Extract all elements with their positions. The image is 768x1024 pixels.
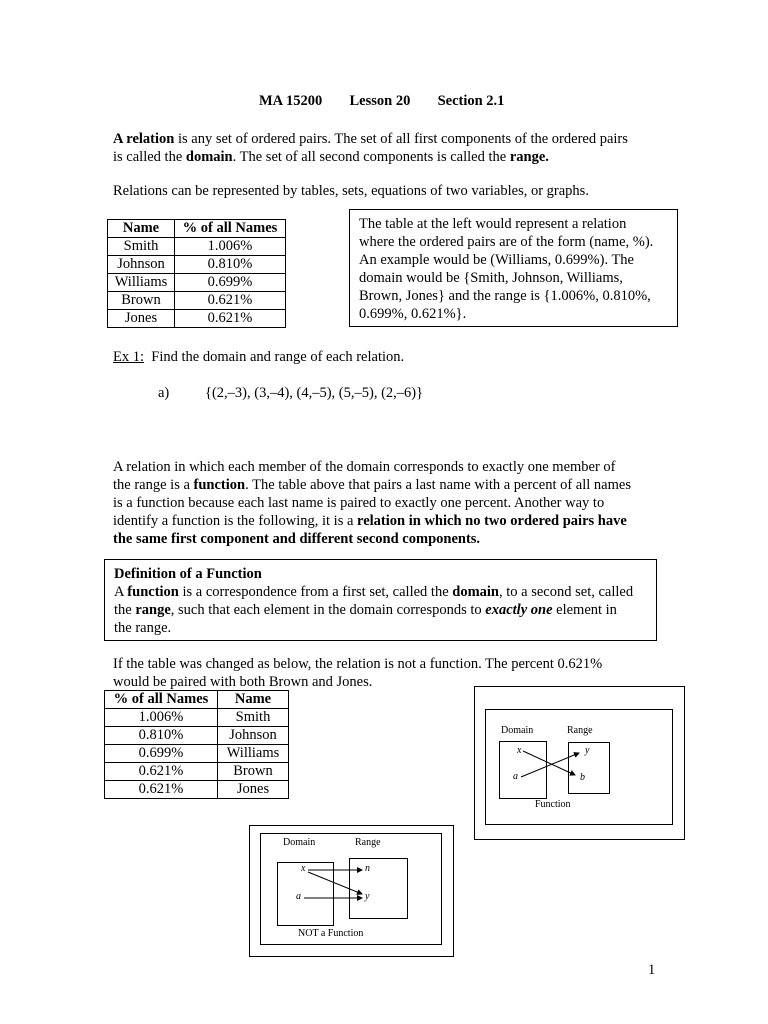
intro-line-1 [113,130,628,148]
section-number: Section 2.1 [437,93,505,109]
table-cell: 0.699% [175,274,286,292]
table-row [105,709,289,727]
diagram-domain-label: Domain [501,725,534,736]
text: . The set of all second components is called the [232,149,510,165]
function-par-line [113,476,631,494]
arrow-a-to-y [521,753,579,777]
definition-box [104,559,657,641]
table-cell: 0.699% [105,745,218,763]
text: relation in which no two ordered pairs have [357,513,627,529]
arrow-x-to-b [523,751,575,775]
element-x: x [517,745,522,756]
text: . The table above that pairs a last name with a percent of all names [245,477,631,493]
table-row [108,292,286,310]
table-row [105,727,289,745]
text: Find the domain and range of each relation. [144,349,405,365]
table-row [108,238,286,256]
lesson-number: Lesson 20 [349,93,411,109]
table-row [108,310,286,328]
table-cell: 0.810% [175,256,286,274]
course-code: MA 15200 [259,93,323,109]
table-row [105,763,289,781]
table-cell: 0.621% [105,763,218,781]
text: element in [552,602,617,618]
not-function-diagram [249,825,454,957]
term-range: range. [509,149,549,165]
diagram-domain-label: Domain [283,837,316,848]
text: is a correspondence from a first set, called the [178,584,453,600]
table-cell: Smith [108,238,175,256]
element-y: y [585,745,590,756]
text: exactly one [485,602,553,618]
diagram-caption: NOT a Function [298,928,364,939]
percent-name-table [104,690,289,799]
function-par-line: A relation in which each member of the domain corresponds to exactly one member of [113,459,616,475]
intro-line-2 [113,148,549,166]
text: is any set of ordered pairs. The set of all first components of the ordered pairs [174,131,628,147]
table-cell: 1.006% [175,238,286,256]
text: range [135,602,171,618]
note-line: domain would be {Smith, Johnson, Williams, [359,270,623,286]
element-a: a [513,771,518,782]
diagram-range-label: Range [355,837,381,848]
part-a-set: {(2,–3), (3,–4), (4,–5), (5,–5), (2,–6)} [205,385,424,401]
table-cell: 0.810% [105,727,218,745]
column-header: % of all Names [105,691,218,709]
diagram-range-label: Range [567,725,593,736]
term-relation: A relation [113,131,175,147]
name-percent-table [107,219,286,328]
table-cell: Brown [108,292,175,310]
definition-title: Definition of a Function [114,566,262,582]
column-header: % of all Names [175,220,286,238]
table-cell: Johnson [218,727,289,745]
note-line: where the ordered pairs are of the form (name, %). [359,234,654,250]
intro-line-3: Relations can be represented by tables, sets, equations of two variables, or graphs. [113,183,589,199]
element-y: y [365,891,370,902]
text: identify a function is the following, it is a [113,513,358,529]
function-par-line: the same first component and different second components. [113,531,481,547]
note-line: The table at the left would represent a relation [359,216,627,232]
text: is called the [113,149,186,165]
element-x: x [301,863,306,874]
table-row [105,745,289,763]
function-diagram [474,686,685,840]
part-a-label: a) [158,385,170,401]
element-a: a [296,891,301,902]
text: the [114,602,136,618]
table-cell: 0.621% [175,310,286,328]
table-cell: Jones [108,310,175,328]
arrow-x-to-y [308,872,362,894]
page-header [259,93,504,110]
diagram-caption: Function [535,799,571,810]
table-cell: 0.621% [105,781,218,799]
table-row [105,781,289,799]
table-cell: Johnson [108,256,175,274]
definition-line: the range. [114,620,172,636]
table-cell: Smith [218,709,289,727]
definition-line [114,601,633,619]
mapping-arrows [475,687,684,839]
table-cell: Jones [218,781,289,799]
text: , such that each element in the domain corresponds to [170,602,486,618]
term-domain: domain [185,149,233,165]
function-par-line [113,512,627,530]
text: the range is a [113,477,194,493]
changed-line: would be paired with both Brown and Jones. [113,674,373,690]
definition-line [114,583,633,601]
text: domain [452,584,500,600]
changed-line: If the table was changed as below, the relation is not a function. The percent 0.621% [113,656,603,672]
table-cell: Brown [218,763,289,781]
note-line: 0.699%, 0.621%}. [359,306,467,322]
element-b: b [580,772,585,783]
example-prompt [113,348,404,366]
term-function: function [193,477,246,493]
table-header-row [105,691,289,709]
table-cell: 1.006% [105,709,218,727]
column-header: Name [108,220,175,238]
explanation-box [349,209,678,327]
table-row [108,256,286,274]
text: function [127,584,179,600]
table-cell: Williams [108,274,175,292]
function-par-line: is a function because each last name is paired to exactly one percent. Another way to [113,495,605,511]
page-number: 1 [648,962,656,978]
table-cell: Williams [218,745,289,763]
table-row [108,274,286,292]
text: A [114,584,128,600]
element-n: n [365,863,370,874]
column-header: Name [218,691,289,709]
note-line: An example would be (Williams, 0.699%). The [359,252,634,268]
example-label: Ex 1: [113,349,145,365]
table-cell: 0.621% [175,292,286,310]
note-line: Brown, Jones} and the range is {1.006%, 0.810%, [359,288,651,304]
text: , to a second set, called [499,584,634,600]
table-header-row [108,220,286,238]
